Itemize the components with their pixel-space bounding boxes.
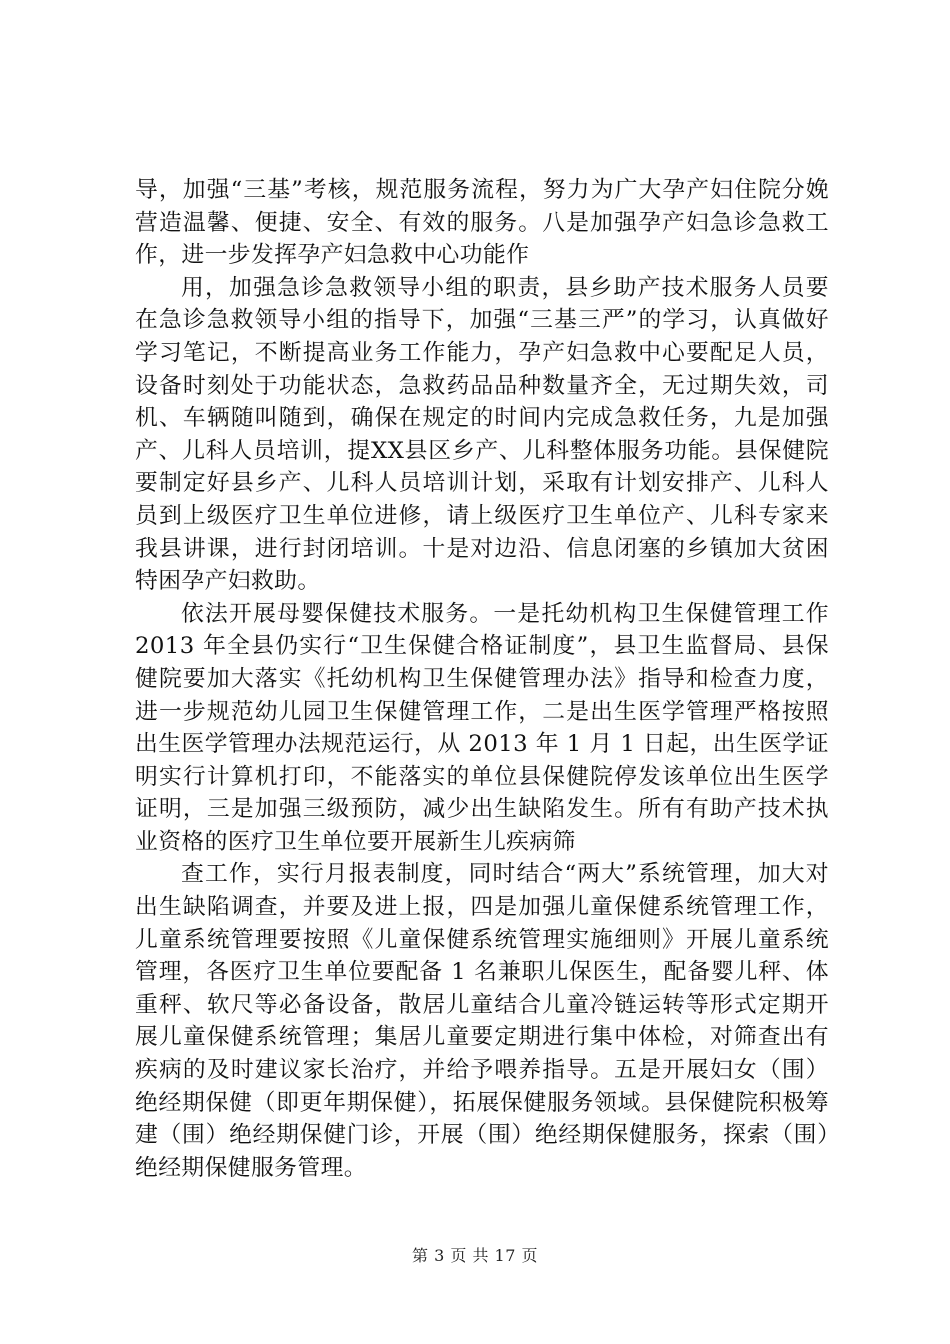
paragraph-1: 导，加强“三基”考核，规范服务流程，努力为广大孕产妇住院分娩营造温馨、便捷、安全、有效的服务。八是加强孕产妇急诊急救工作，进一步发挥孕产妇急救中心功能作 xyxy=(135,177,829,269)
paragraph-2: 用，加强急诊急救领导小组的职责，县乡助产技术服务人员要在急诊急救领导小组的指导下，加强“三基三严”的学习，认真做好学习笔记，不断提高业务工作能力，孕产妇急救中心要配足人员，设备时刻处于功能状态，急救药品品种数量齐全，无过期失效，司机、车辆随叫随到，确保在规定的时间内完成急救任务，九是加强产、儿科人员培训，提XX县区乡产、儿科整体服务功能。县保健院要制定好县乡产、儿科人员培训计划，采取有计划安排产、儿科人员到上级医疗卫生单位进修，请上级医疗卫生单位产、儿科专家来我县讲课，进行封闭培训。十是对边沿、信息闭塞的乡镇加大贫困特困孕产妇救助。 xyxy=(135,274,829,595)
paragraph-3: 依法开展母婴保健技术服务。一是托幼机构卫生保健管理工作 2013 年全县仍实行“卫生保健合格证制度”，县卫生监督局、县保健院要加大落实《托幼机构卫生保健管理办法》指导和检查力度，进一步规范幼儿园卫生保健管理工作，二是出生医学管理严格按照出生医学管理办法规范运行，从 2013 年 1 月 1 日起，出生医学证明实行计算机打印，不能落实的单位县保健院停发该单位出生医学证明，三是加强三级预防，减少出生缺陷发生。所有有助产技术执业资格的医疗卫生单位要开展新生儿疾病筛 xyxy=(135,600,829,855)
paragraph-4: 查工作，实行月报表制度，同时结合“两大”系统管理，加大对出生缺陷调查，并要及进上报，四是加强儿童保健系统管理工作，儿童系统管理要按照《儿童保健系统管理实施细则》开展儿童系统管理，各医疗卫生单位要配备 1 名兼职儿保医生，配备婴儿秤、体重秤、软尺等必备设备，散居儿童结合儿童冷链运转等形式定期开展儿童保健系统管理；集居儿童要定期进行集中体检，对筛查出有疾病的及时建议家长治疗，并给予喂养指导。五是开展妇女（围）绝经期保健（即更年期保健），拓展保健服务领域。县保健院积极筹建（围）绝经期保健门诊，开展（围）绝经期保健服务，探索（围）绝经期保健服务管理。 xyxy=(135,861,829,1181)
page-number-footer: 第 3 页 共 17 页 xyxy=(412,1246,538,1265)
document-body xyxy=(135,174,829,1184)
